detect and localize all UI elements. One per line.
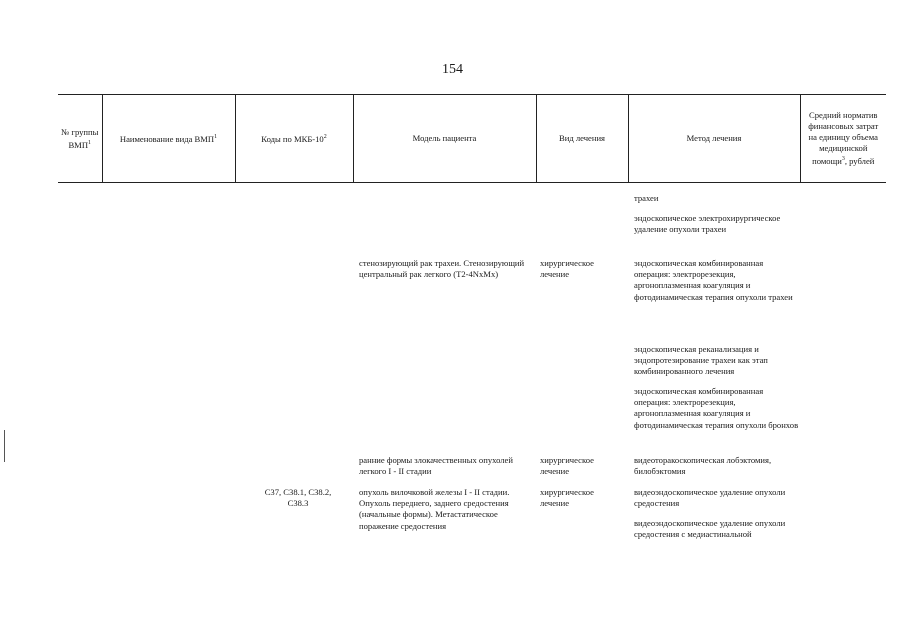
method-video-mediastinum: видеоэндоскопическое удаление опухоли средостения [634,487,786,509]
footnote-ref-2: 2 [323,134,327,141]
header-treatment-type [536,95,628,183]
icd-codes: C37, C38.1, C38.2, C38.3 [264,487,332,509]
header-vmp-name [102,95,235,183]
header-group-number-label: № группы ВМП [61,126,99,150]
method-endo-combined-trachea: эндоскопическая комбинированная операция: электрорезекция, аргоноплазменная коагуляция и фотодинамическая терапия опухоли трахеи [634,258,793,302]
footnote-ref-1a: 1 [88,139,92,146]
header-cost-norm-label: Средний норматив финансовых затрат на единицу объема медицинской помощи [808,110,879,166]
header-cost-norm [800,95,886,183]
patient-early-lung: ранние формы злокачественных опухолей легкого I - II стадии [359,455,513,477]
patient-stenosing-cancer: стенозирующий рак трахеи. Стенозирующий центральный рак легкого (T2-4NxMx) [359,258,525,280]
method-video-mediastinal: видеоэндоскопическое удаление опухоли средостения с медиастинальной [634,518,786,540]
treatment-type-surgical-2: хирургическое лечение [540,455,594,477]
treatment-type-surgical-1: хирургическое лечение [540,258,594,280]
scan-edge-mark [4,430,5,462]
header-group-number [58,95,102,183]
header-icd-codes-label: Коды по МКБ-10 [261,133,324,144]
patient-thymus-tumor: опухоль вилочковой железы I - II стадии. Опухоль переднего, заднего средостения (начальные формы). Метастатическое поражение средостения [359,487,510,531]
footnote-ref-1b: 1 [214,134,218,141]
method-endo-combined-bronchi: эндоскопическая комбинированная операция: электрорезекция, аргоноплазменная коагуляция и фотодинамическая терапия опухоли бронхов [634,386,799,430]
method-vats-lobectomy: видеоторакоскопическая лобэктомия, билобэктомия [634,455,772,477]
page-number: 154 [442,62,463,77]
header-patient-model-label: Модель пациента [412,133,477,143]
method-endo-electro: эндоскопическое электрохирургическое удаление опухоли трахеи [634,213,781,235]
treatment-type-surgical-3: хирургическое лечение [540,487,594,509]
header-icd-codes [235,95,353,183]
header-cost-unit: , рублей [844,155,875,166]
header-vmp-name-label: Наименование вида ВМП [119,133,215,144]
header-treatment-type-label: Вид лечения [558,133,606,143]
header-patient-model [353,95,536,183]
method-trachea-tail: трахеи [634,193,659,203]
table-header [58,94,886,183]
footnote-ref-3: 3 [841,156,845,163]
method-recanalization: эндоскопическая реканализация и эндопротезирование трахеи как этап комбинированного лечения [634,344,768,377]
header-treatment-method-label: Метод лечения [686,133,742,143]
header-treatment-method [628,95,800,183]
